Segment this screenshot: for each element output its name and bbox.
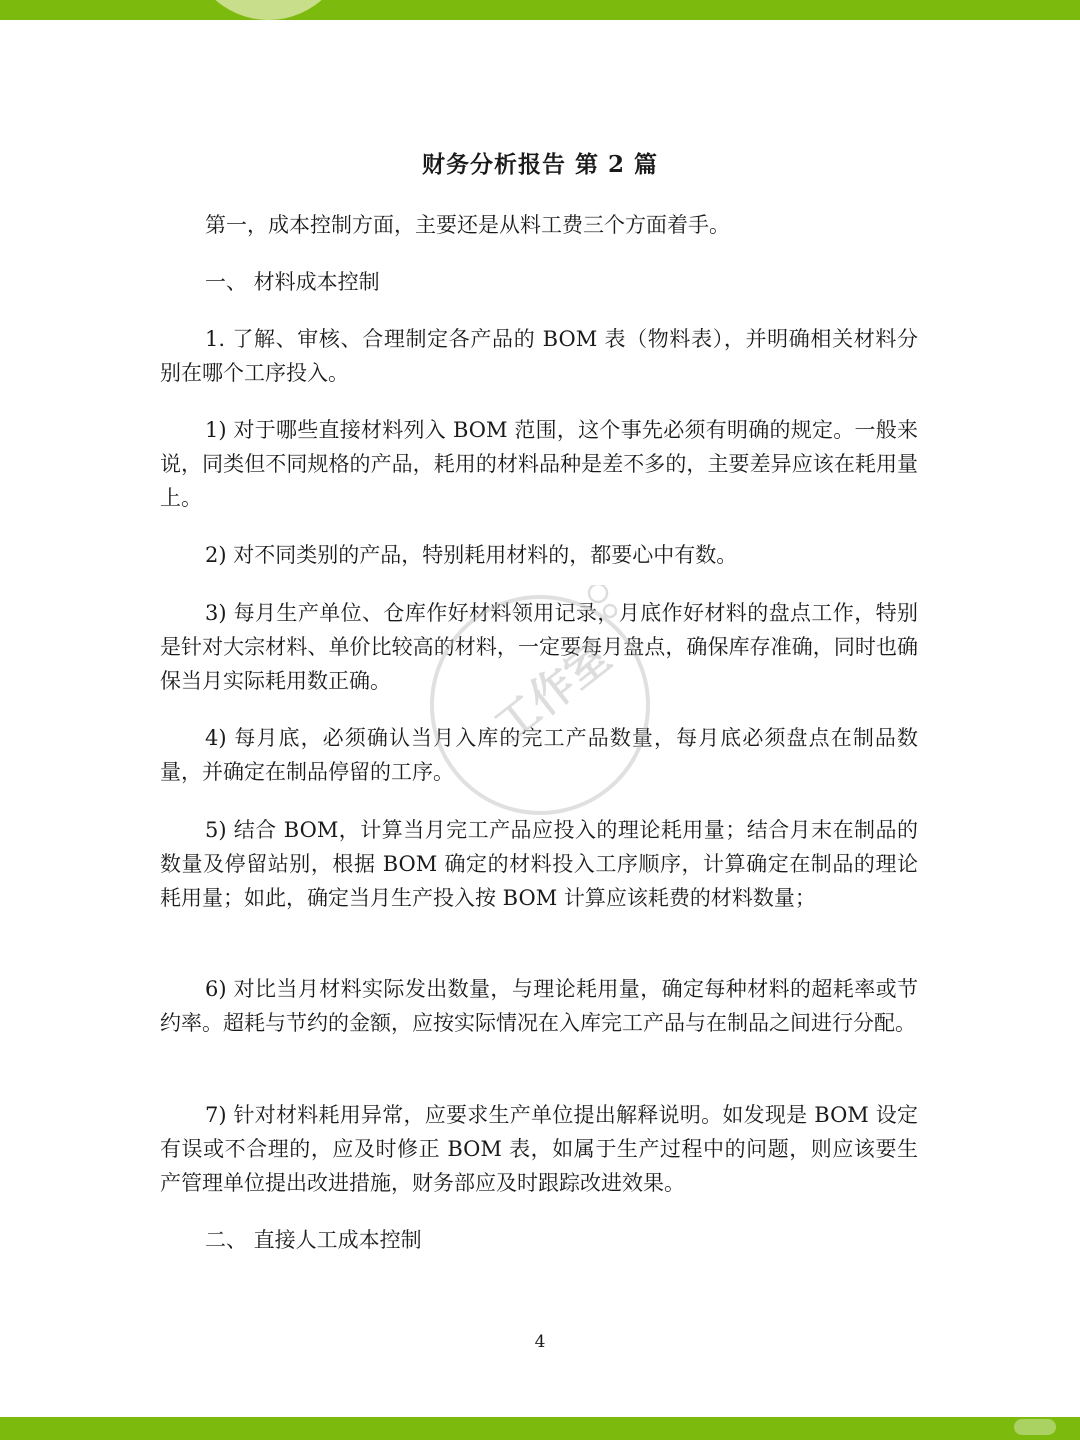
paragraph-item-6: 6) 对比当月材料实际发出数量，与理论耗用量，确定每种材料的超耗率或节约率。超耗与节约的金额，应按实际情况在入库完工产品与在制品之间进行分配。 bbox=[160, 977, 918, 1035]
paragraph-item-7: 7) 针对材料耗用异常，应要求生产单位提出解释说明。如发现是 BOM 设定有误或不合理的，应及时修正 BOM 表，如属于生产过程中的问题，则应该要生产管理单位提出改进措施，财务部应及时跟踪改进效果。 bbox=[160, 1103, 918, 1195]
page-number: 4 bbox=[534, 1332, 546, 1352]
paragraph-item-1: 1) 对于哪些直接材料列入 BOM 范围，这个事先必须有明确的规定。一般来说，同类但不同规格的产品，耗用的材料品种是差不多的，主要差异应该在耗用量上。 bbox=[160, 418, 918, 510]
section-heading-material-cost: 一、 材料成本控制 bbox=[205, 270, 380, 294]
bottom-decorative-band bbox=[0, 1417, 1080, 1440]
paragraph-item-2: 2) 对不同类别的产品，特别耗用材料的，都要心中有数。 bbox=[205, 543, 738, 567]
watermark-text: 工作室 bbox=[484, 631, 621, 753]
section-heading-labor-cost: 二、 直接人工成本控制 bbox=[205, 1228, 422, 1252]
paragraph-bom-review: 1. 了解、审核、合理制定各产品的 BOM 表（物料表），并明确相关材料分别在哪个工序投入。 bbox=[160, 327, 918, 385]
top-band-circle-accent bbox=[186, 0, 351, 20]
paragraph-intro: 第一，成本控制方面，主要还是从料工费三个方面着手。 bbox=[205, 213, 730, 237]
document-title: 财务分析报告 第 2 篇 bbox=[421, 151, 659, 178]
paragraph-item-3: 3) 每月生产单位、仓库作好材料领用记录，月底作好材料的盘点工作，特别是针对大宗材料、单价比较高的材料，一定要每月盘点，确保库存准确，同时也确保当月实际耗用数正确。 bbox=[160, 601, 918, 693]
top-decorative-band bbox=[0, 0, 1080, 20]
paragraph-item-5: 5) 结合 BOM，计算当月完工产品应投入的理论耗用量；结合月末在制品的数量及停留站别，根据 BOM 确定的材料投入工序顺序，计算确定在制品的理论耗用量；如此，确定当月生产投入按 BOM 计算应该耗费的材料数量； bbox=[160, 818, 918, 910]
corner-logo-mark bbox=[1014, 1419, 1056, 1435]
paragraph-item-4: 4) 每月底，必须确认当月入库的完工产品数量，每月底必须盘点在制品数量，并确定在制品停留的工序。 bbox=[160, 726, 918, 784]
